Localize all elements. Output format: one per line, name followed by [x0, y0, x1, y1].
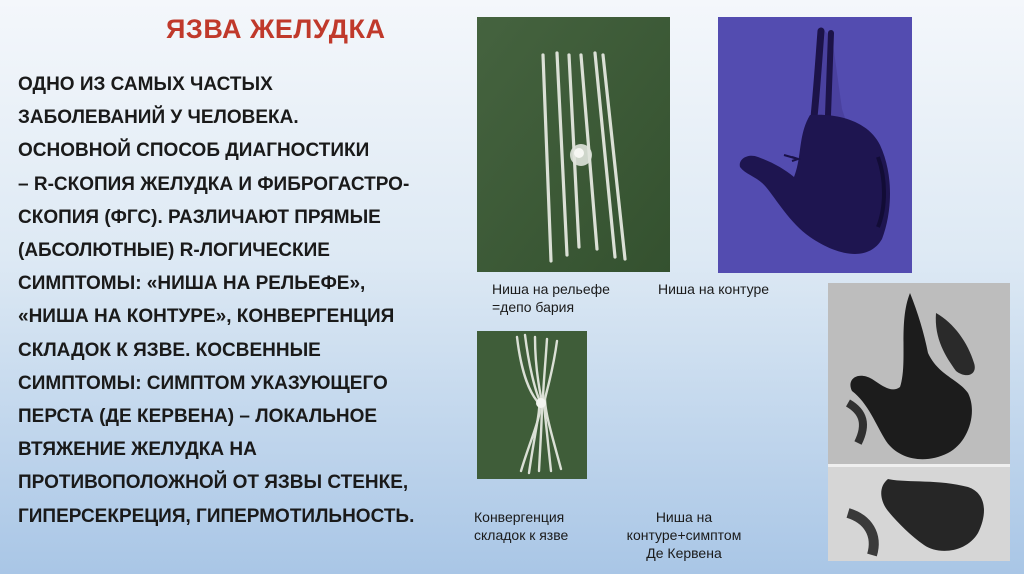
- stomach-xray-drawing: [718, 17, 912, 273]
- caption-convergence: Конвергенция складок к язве: [474, 509, 569, 543]
- body-line: «НИША НА КОНТУРЕ», КОНВЕРГЕНЦИЯ: [18, 306, 395, 328]
- body-line: СКОПИЯ (ФГС). РАЗЛИЧАЮТ ПРЯМЫЕ: [18, 206, 381, 228]
- converging-folds-drawing: [477, 331, 587, 479]
- body-line: ВТЯЖЕНИЕ ЖЕЛУДКА НА: [18, 439, 257, 461]
- convergence-image: [477, 331, 587, 479]
- body-line: ЗАБОЛЕВАНИЙ У ЧЕЛОВЕКА.: [18, 107, 299, 129]
- contour-niche-image: [718, 17, 912, 273]
- body-line: ПЕРСТА (ДЕ КЕРВЕНА) – ЛОКАЛЬНОЕ: [18, 406, 378, 428]
- body-line: СИМПТОМЫ: «НИША НА РЕЛЬЕФЕ»,: [18, 273, 366, 295]
- main-text: [18, 68, 458, 533]
- slide-title: ЯЗВА ЖЕЛУДКА: [166, 14, 386, 44]
- body-line: (АБСОЛЮТНЫЕ) R-ЛОГИЧЕСКИЕ: [18, 240, 330, 262]
- grayscale-xray-drawing: [828, 283, 1010, 561]
- caption-contour-niche: Ниша на контуре: [658, 281, 770, 297]
- caption-dequervain: Ниша на контуре+симптом Де Кервена: [626, 509, 742, 561]
- dequervain-xray-image: [828, 283, 1010, 561]
- body-line: ГИПЕРСЕКРЕЦИЯ, ГИПЕРМОТИЛЬНОСТЬ.: [18, 505, 415, 527]
- body-line: ОДНО ИЗ САМЫХ ЧАСТЫХ: [18, 74, 273, 95]
- caption-relief-niche: Ниша на рельефе =депо бария: [492, 281, 610, 315]
- body-line: СИМПТОМЫ: СИМПТОМ УКАЗУЮЩЕГО: [18, 372, 388, 394]
- body-line: ОСНОВНОЙ СПОСОБ ДИАГНОСТИКИ: [18, 140, 370, 162]
- body-line: ПРОТИВОПОЛОЖНОЙ ОТ ЯЗВЫ СТЕНКЕ,: [18, 472, 409, 494]
- body-line: СКЛАДОК К ЯЗВЕ. КОСВЕННЫЕ: [18, 339, 321, 361]
- relief-niche-image: [477, 17, 670, 272]
- body-line: – R-СКОПИЯ ЖЕЛУДКА И ФИБРОГАСТРО-: [18, 173, 410, 195]
- chalk-folds-drawing: [477, 17, 670, 272]
